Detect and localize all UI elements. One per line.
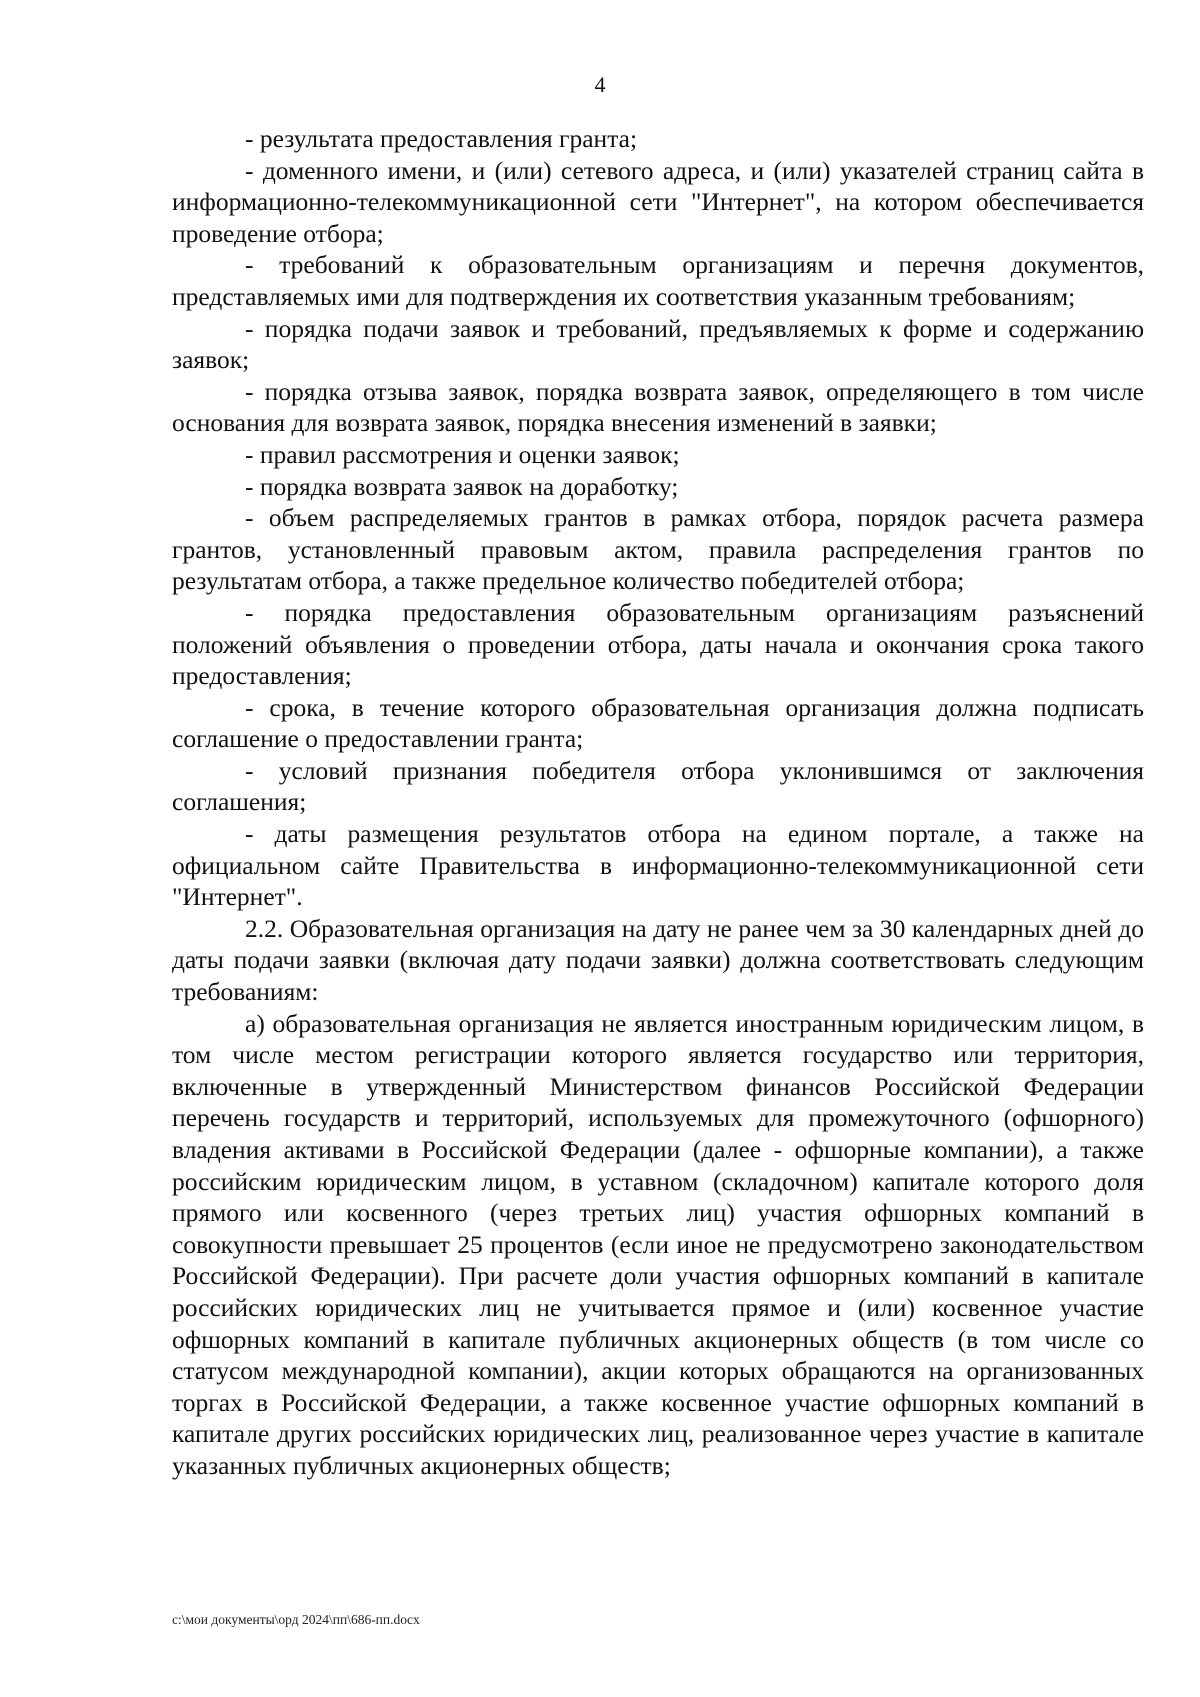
paragraph: - срока, в течение которого образовательная организация должна подписать соглашение о предоставлении гранта; xyxy=(172,692,1144,754)
paragraph: - условий признания победителя отбора уклонившимся от заключения соглашения; xyxy=(172,755,1144,817)
paragraph: - даты размещения результатов отбора на едином портале, а также на официальном сайте Правительства в информационно-телекоммуникационной сети "Интернет". xyxy=(172,819,1144,912)
paragraph: - правил рассмотрения и оценки заявок; xyxy=(245,439,680,469)
paragraph: - порядка отзыва заявок, порядка возврата заявок, определяющего в том числе основания для возврата заявок, порядка внесения изменений в заявки; xyxy=(172,376,1144,438)
subsection-paragraph: а) образовательная организация не является иностранным юридическим лицом, в том числе местом регистрации которого является государство или территория, включенные в утвержденный Министерством финансов Российской Федерации перечень государств и территорий, используемых для промежуточного (офшорного) владения активами в Российской Федерации (далее - офшорные компании), а также российским юридическим лицом, в уставном (складочном) капитале которого доля прямого или косвенного (через третьих лиц) участия офшорных компаний в совокупности превышает 25 процентов (если иное не предусмотрено законодательством Российской Федерации). При расчете доли участия офшорных компаний в капитале российских юридических лиц не учитывается прямое и (или) косвенное участие офшорных компаний в капитале публичных акционерных обществ (в том числе со статусом международной компании), акции которых обращаются на организованных торгах в Российской Федерации, а также косвенное участие офшорных компаний в капитале других российских юридических лиц, реализованное через участие в капитале указанных публичных акционерных обществ; xyxy=(172,1008,1144,1480)
document-body xyxy=(172,123,1144,1482)
paragraph: - доменного имени, и (или) сетевого адреса, и (или) указателей страниц сайта в информационно-телекоммуникационной сети "Интернет", на котором обеспечивается проведение отбора; xyxy=(172,155,1144,248)
paragraph: - требований к образовательным организациям и перечня документов, представляемых ими для подтверждения их соответствия указанным требованиям; xyxy=(172,250,1144,311)
paragraph: - порядка подачи заявок и требований, предъявляемых к форме и содержанию заявок; xyxy=(172,313,1144,375)
paragraph: - объем распределяемых грантов в рамках отбора, порядок расчета размера грантов, установленный правовым актом, правила распределения грантов по результатам отбора, а также предельное количество победителей отбора; xyxy=(172,503,1144,596)
paragraph: - результата предоставления гранта; xyxy=(245,124,638,153)
paragraph: - порядка возврата заявок на доработку; xyxy=(245,471,679,501)
paragraph: - порядка предоставления образовательным организациям разъяснений положений объявления о проведении отбора, даты начала и окончания срока такого предоставления; xyxy=(172,597,1144,691)
section-paragraph: 2.2. Образовательная организация на дату не ранее чем за 30 календарных дней до даты подачи заявки (включая дату подачи заявки) должна соответствовать следующим требованиям: xyxy=(172,913,1144,1007)
footer-file-path: c:\мои документы\орд 2024\пп\686-пп.docx xyxy=(172,1612,420,1627)
page-number: 4 xyxy=(594,72,606,97)
